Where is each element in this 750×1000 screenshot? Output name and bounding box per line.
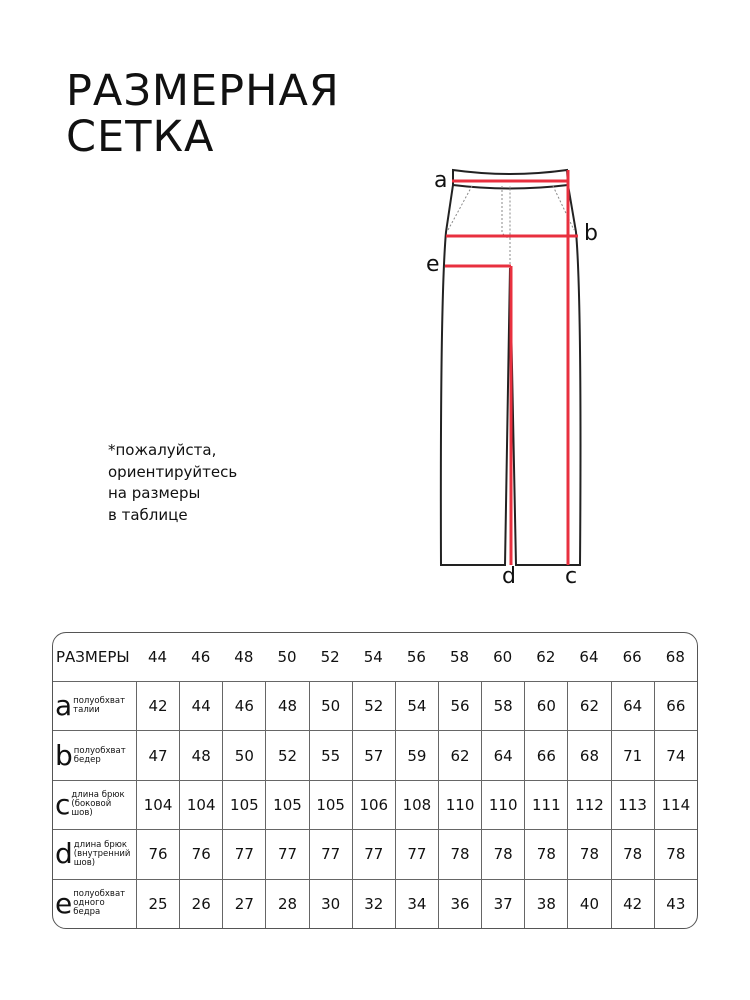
label-e: e (426, 252, 440, 277)
size-header: 44 (148, 648, 168, 666)
table-cell: 52 (265, 730, 308, 779)
table-cell: 27 (222, 879, 265, 928)
table-cell: 111 (524, 780, 567, 829)
table-cell: 60 (524, 681, 567, 730)
table-cell: 77 (265, 829, 308, 878)
table-cell: 105 (309, 780, 352, 829)
table-row (53, 730, 697, 779)
description-line: талии (73, 705, 100, 716)
description-line: бедра (73, 907, 101, 918)
row-label (53, 829, 136, 878)
table-cell: 59 (395, 730, 438, 779)
row-description (73, 697, 125, 715)
table-cell: 54 (395, 681, 438, 730)
table-cell: 44 (179, 681, 222, 730)
row-description (71, 791, 124, 818)
table-cell: 110 (438, 780, 481, 829)
table-cell: 50 (309, 681, 352, 730)
table-cell: 104 (136, 780, 179, 829)
description-line: (внутренний (73, 848, 131, 859)
row-description (74, 841, 131, 868)
pants-stitching (448, 186, 574, 268)
table-cell: 42 (136, 681, 179, 730)
row-letter: c (55, 787, 71, 821)
size-header: 58 (450, 648, 470, 666)
table-cell: 113 (611, 780, 654, 829)
table-cell: 77 (352, 829, 395, 878)
table-cell: 25 (136, 879, 179, 928)
row-letter: e (55, 886, 73, 920)
row-description (74, 747, 126, 765)
description-line: одного (73, 898, 105, 909)
header-label: РАЗМЕРЫ (56, 648, 130, 666)
table-cell: 76 (136, 829, 179, 878)
label-c: c (565, 564, 578, 589)
size-header: 56 (406, 648, 426, 666)
title-line: РАЗМЕРНАЯ (66, 66, 340, 116)
description-line: длина брюк (73, 839, 128, 850)
size-header: 66 (622, 648, 642, 666)
table-cell: 77 (309, 829, 352, 878)
table-cell: 78 (438, 829, 481, 878)
description-line: полуобхват (73, 696, 126, 707)
table-cell: 71 (611, 730, 654, 779)
table-cell: 66 (654, 681, 697, 730)
table-cell: 74 (654, 730, 697, 779)
table-cell: 105 (265, 780, 308, 829)
note-line: в таблице (108, 505, 188, 524)
table-cell: 110 (481, 780, 524, 829)
note-line: *пожалуйста, (108, 441, 217, 459)
table-cell: 64 (481, 730, 524, 779)
row-label (53, 730, 136, 779)
table-cell: 78 (567, 829, 610, 878)
row-description (73, 890, 125, 917)
table-cell: 38 (524, 879, 567, 928)
table-cell: 30 (309, 879, 352, 928)
table-cell: 66 (524, 730, 567, 779)
size-header: 54 (363, 648, 383, 666)
size-header: 50 (277, 648, 297, 666)
table-cell: 77 (395, 829, 438, 878)
table-cell: 68 (567, 730, 610, 779)
row-label (53, 879, 136, 928)
table-cell: 32 (352, 879, 395, 928)
row-letter: a (55, 689, 73, 723)
table-cell: 50 (222, 730, 265, 779)
table-cell: 46 (222, 681, 265, 730)
table-cell: 47 (136, 730, 179, 779)
label-b: b (584, 221, 598, 246)
description-line: (боковой (71, 799, 112, 810)
description-line: длина брюк (71, 790, 125, 801)
row-label (53, 780, 136, 829)
table-cell: 55 (309, 730, 352, 779)
table-cell: 62 (438, 730, 481, 779)
size-table (52, 632, 698, 929)
table-cell: 43 (654, 879, 697, 928)
table-cell: 36 (438, 879, 481, 928)
size-header: 60 (493, 648, 513, 666)
table-cell: 42 (611, 879, 654, 928)
description-line: шов) (71, 808, 93, 819)
table-cell: 112 (567, 780, 610, 829)
table-cell: 77 (222, 829, 265, 878)
size-header: 52 (320, 648, 340, 666)
table-cell: 34 (395, 879, 438, 928)
note-line: ориентируйтесь (108, 462, 238, 481)
size-header: 64 (579, 648, 599, 666)
size-header: 48 (234, 648, 254, 666)
size-header: 68 (665, 648, 685, 666)
row-letter: d (55, 837, 73, 871)
table-cell: 40 (567, 879, 610, 928)
table-row (53, 780, 697, 829)
table-cell: 78 (481, 829, 524, 878)
table-cell: 26 (179, 879, 222, 928)
table-cell: 28 (265, 879, 308, 928)
table-cell: 48 (179, 730, 222, 779)
table-cell: 78 (611, 829, 654, 878)
table-cell: 48 (265, 681, 308, 730)
description-line: полуобхват (73, 889, 126, 900)
label-a: a (434, 168, 448, 193)
table-cell: 62 (567, 681, 610, 730)
table-cell: 106 (352, 780, 395, 829)
table-row (53, 829, 697, 878)
table-cell: 58 (481, 681, 524, 730)
note-line: на размеры (108, 484, 201, 502)
row-letter: b (55, 738, 73, 772)
table-row (53, 681, 697, 730)
description-line: бедер (73, 754, 101, 765)
table-cell: 104 (179, 780, 222, 829)
description-line: шов) (73, 857, 96, 868)
table-cell: 108 (395, 780, 438, 829)
table-cell: 114 (654, 780, 697, 829)
table-cell: 57 (352, 730, 395, 779)
table-cell: 76 (179, 829, 222, 878)
table-cell: 105 (222, 780, 265, 829)
table-cell: 78 (654, 829, 697, 878)
description-line: полуобхват (73, 745, 126, 756)
title-line: СЕТКА (66, 112, 215, 162)
table-cell: 52 (352, 681, 395, 730)
size-header: 46 (191, 648, 211, 666)
label-d: d (502, 564, 516, 589)
measurement-lines (445, 170, 578, 565)
row-label (53, 681, 136, 730)
header-row (53, 633, 697, 681)
table-cell: 56 (438, 681, 481, 730)
table-cell: 37 (481, 879, 524, 928)
size-header: 62 (536, 648, 556, 666)
table-row (53, 879, 697, 928)
table-cell: 78 (524, 829, 567, 878)
table-cell: 64 (611, 681, 654, 730)
